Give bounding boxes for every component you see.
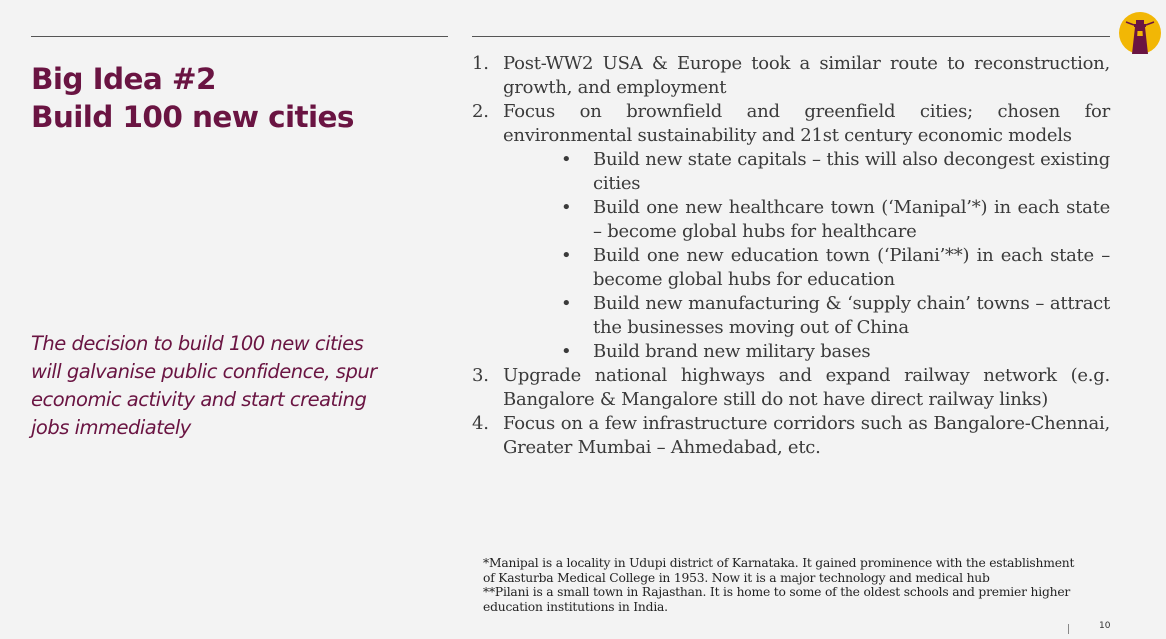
list-number: 1. bbox=[472, 53, 489, 74]
sub-item-text: Build brand new military bases bbox=[593, 341, 871, 362]
footnote-line: *Manipal is a locality in Udupi district of Karnataka. It gained prominence with the establishment bbox=[483, 556, 1075, 570]
list-item-text: Upgrade national highways and expand railway network (e.g. Bangalore & Mangalore still do not have direct railway links) bbox=[503, 365, 1110, 410]
list-item bbox=[472, 364, 1110, 412]
page-number: 10 bbox=[1099, 621, 1111, 631]
top-rule-right bbox=[472, 36, 1110, 37]
list-item bbox=[472, 412, 1110, 460]
page-number-divider bbox=[1068, 624, 1069, 634]
sub-list-item bbox=[472, 148, 1110, 196]
list-number: 3. bbox=[472, 365, 489, 386]
key-points-list bbox=[472, 52, 1110, 460]
list-number: 4. bbox=[472, 413, 489, 434]
footnote-line: education institutions in India. bbox=[483, 599, 668, 614]
title-line-1: Big Idea #2 bbox=[31, 62, 216, 96]
bullet-icon: • bbox=[561, 293, 572, 314]
list-number: 2. bbox=[472, 101, 489, 122]
footnotes bbox=[483, 556, 1103, 614]
bullet-icon: • bbox=[561, 149, 572, 170]
sub-list-item bbox=[472, 244, 1110, 292]
highlight-quote: The decision to build 100 new cities will galvanise public confidence, spur economic activity and start creating jobs immediately bbox=[31, 332, 377, 439]
sub-list-item bbox=[472, 196, 1110, 244]
bullet-icon: • bbox=[561, 245, 572, 266]
list-item bbox=[472, 100, 1110, 148]
lighthouse-logo-icon bbox=[1118, 10, 1162, 56]
list-item-text: Focus on brownfield and greenfield cities; chosen for environmental sustainability and 21st century economic models bbox=[503, 101, 1110, 146]
sub-list-item bbox=[472, 292, 1110, 340]
title-line-2: Build 100 new cities bbox=[31, 100, 354, 134]
list-item bbox=[472, 52, 1110, 100]
sub-item-text: Build one new education town (‘Pilani’**) in each state – become global hubs for education bbox=[593, 245, 1110, 290]
bullet-icon: • bbox=[561, 197, 572, 218]
list-item-text: Focus on a few infrastructure corridors such as Bangalore-Chennai, Greater Mumbai – Ahmedabad, etc. bbox=[503, 413, 1110, 458]
sub-item-text: Build new state capitals – this will also decongest existing cities bbox=[593, 149, 1110, 194]
sub-list-item bbox=[472, 340, 1110, 364]
footnote-line: **Pilani is a small town in Rajasthan. It is home to some of the oldest schools and premier higher bbox=[483, 585, 1071, 600]
sub-item-text: Build new manufacturing & ‘supply chain’ towns – attract the businesses moving out of China bbox=[593, 293, 1110, 338]
sub-item-text: Build one new healthcare town (‘Manipal’*) in each state – become global hubs for healthcare bbox=[593, 197, 1110, 242]
page-title bbox=[31, 60, 451, 136]
top-rule-left bbox=[31, 36, 448, 37]
list-item-text: Post-WW2 USA & Europe took a similar route to reconstruction, growth, and employment bbox=[503, 53, 1110, 98]
footnote-line: of Kasturba Medical College in 1953. Now it is a major technology and medical hub bbox=[483, 570, 990, 585]
sub-bullet-list bbox=[472, 148, 1110, 364]
bullet-icon: • bbox=[561, 341, 572, 362]
